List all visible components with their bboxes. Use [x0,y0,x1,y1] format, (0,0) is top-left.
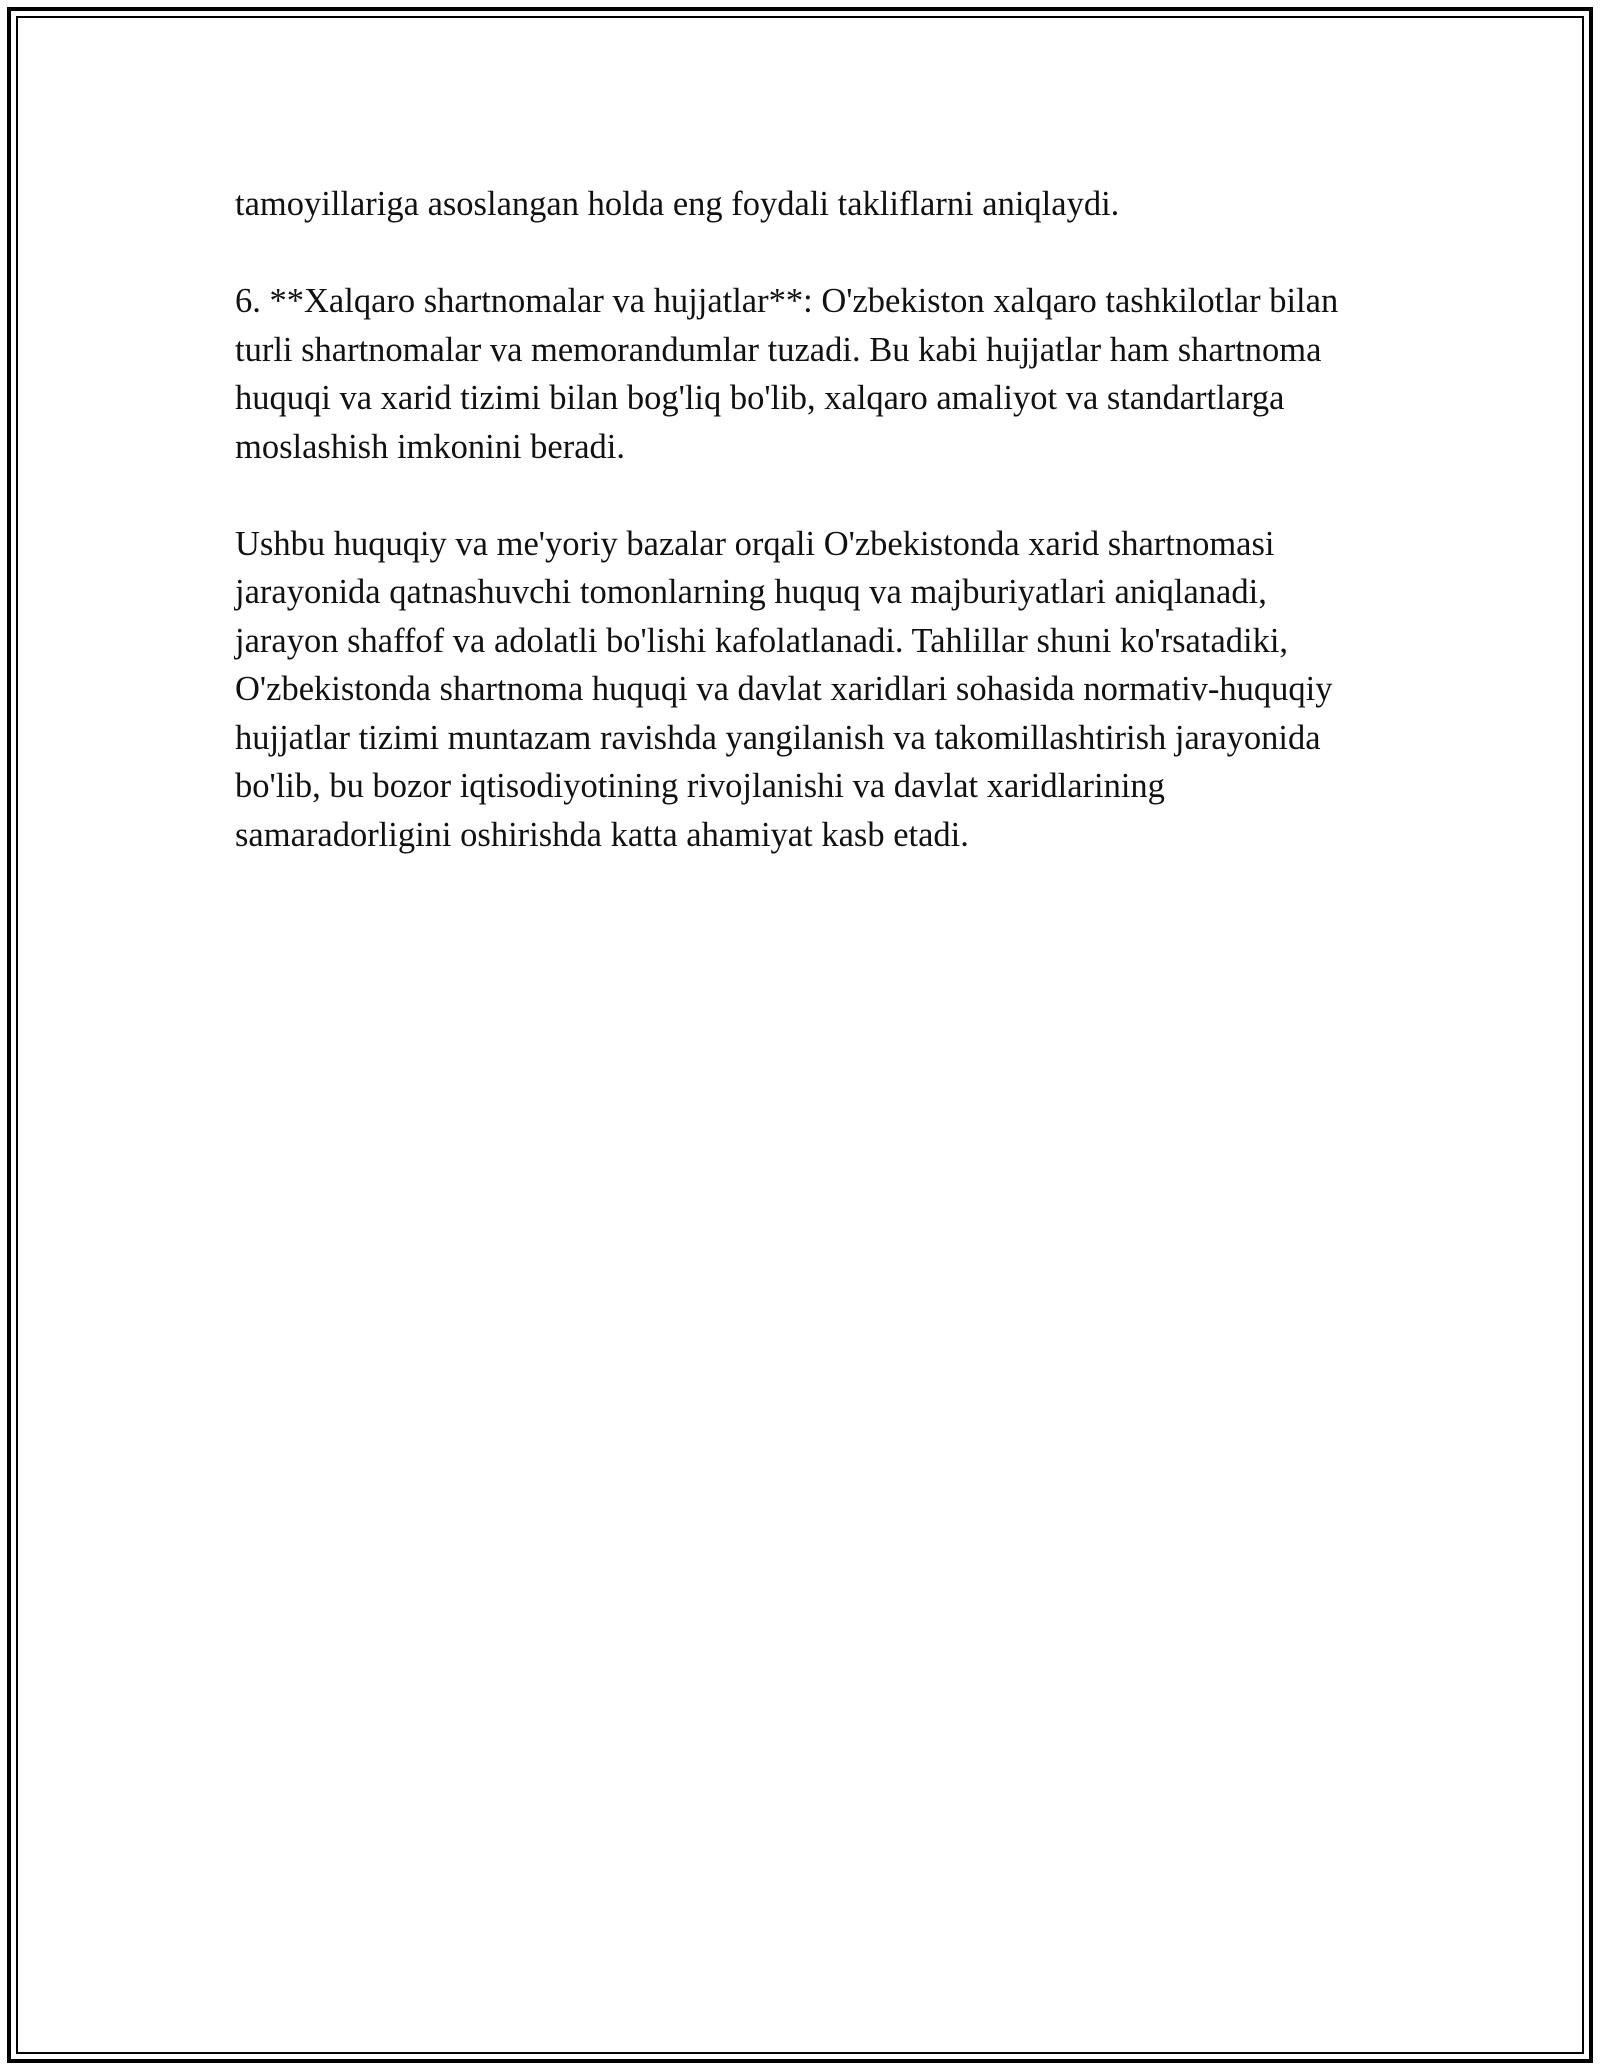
paragraph-international-agreements: 6. **Xalqaro shartnomalar va hujjatlar**: O'zbekiston xalqaro tashkilotlar bilan turli shartnomalar va memorandumlar tuzadi. Bu kabi hujjatlar ham shartnoma huquqi va xarid tizimi bilan bog'liq bo'lib, xalqaro amaliyot va standartlarga moslashish imkonini beradi. [235,282,1339,466]
document-body [235,180,1375,908]
paragraph-conclusion: Ushbu huquqiy va me'yoriy bazalar orqali O'zbekistonda xarid shartnomasi jarayonida qatnashuvchi tomonlarning huquq va majburiyatlari aniqlanadi, jarayon shaffof va adolatli bo'lishi kafolatlanadi. Tahlillar shuni ko'rsatadiki, O'zbekistonda shartnoma huquqi va davlat xaridlari sohasida normativ-huquqiy hujjatlar tizimi muntazam ravishda yangilanish va takomillashtirish jarayonida bo'lib, bu bozor iqtisodiyotining rivojlanishi va davlat xaridlarining samaradorligini oshirishda katta ahamiyat kasb etadi. [235,524,1333,854]
paragraph-continuation: tamoyillariga asoslangan holda eng foydali takliflarni aniqlaydi. [235,185,1120,223]
